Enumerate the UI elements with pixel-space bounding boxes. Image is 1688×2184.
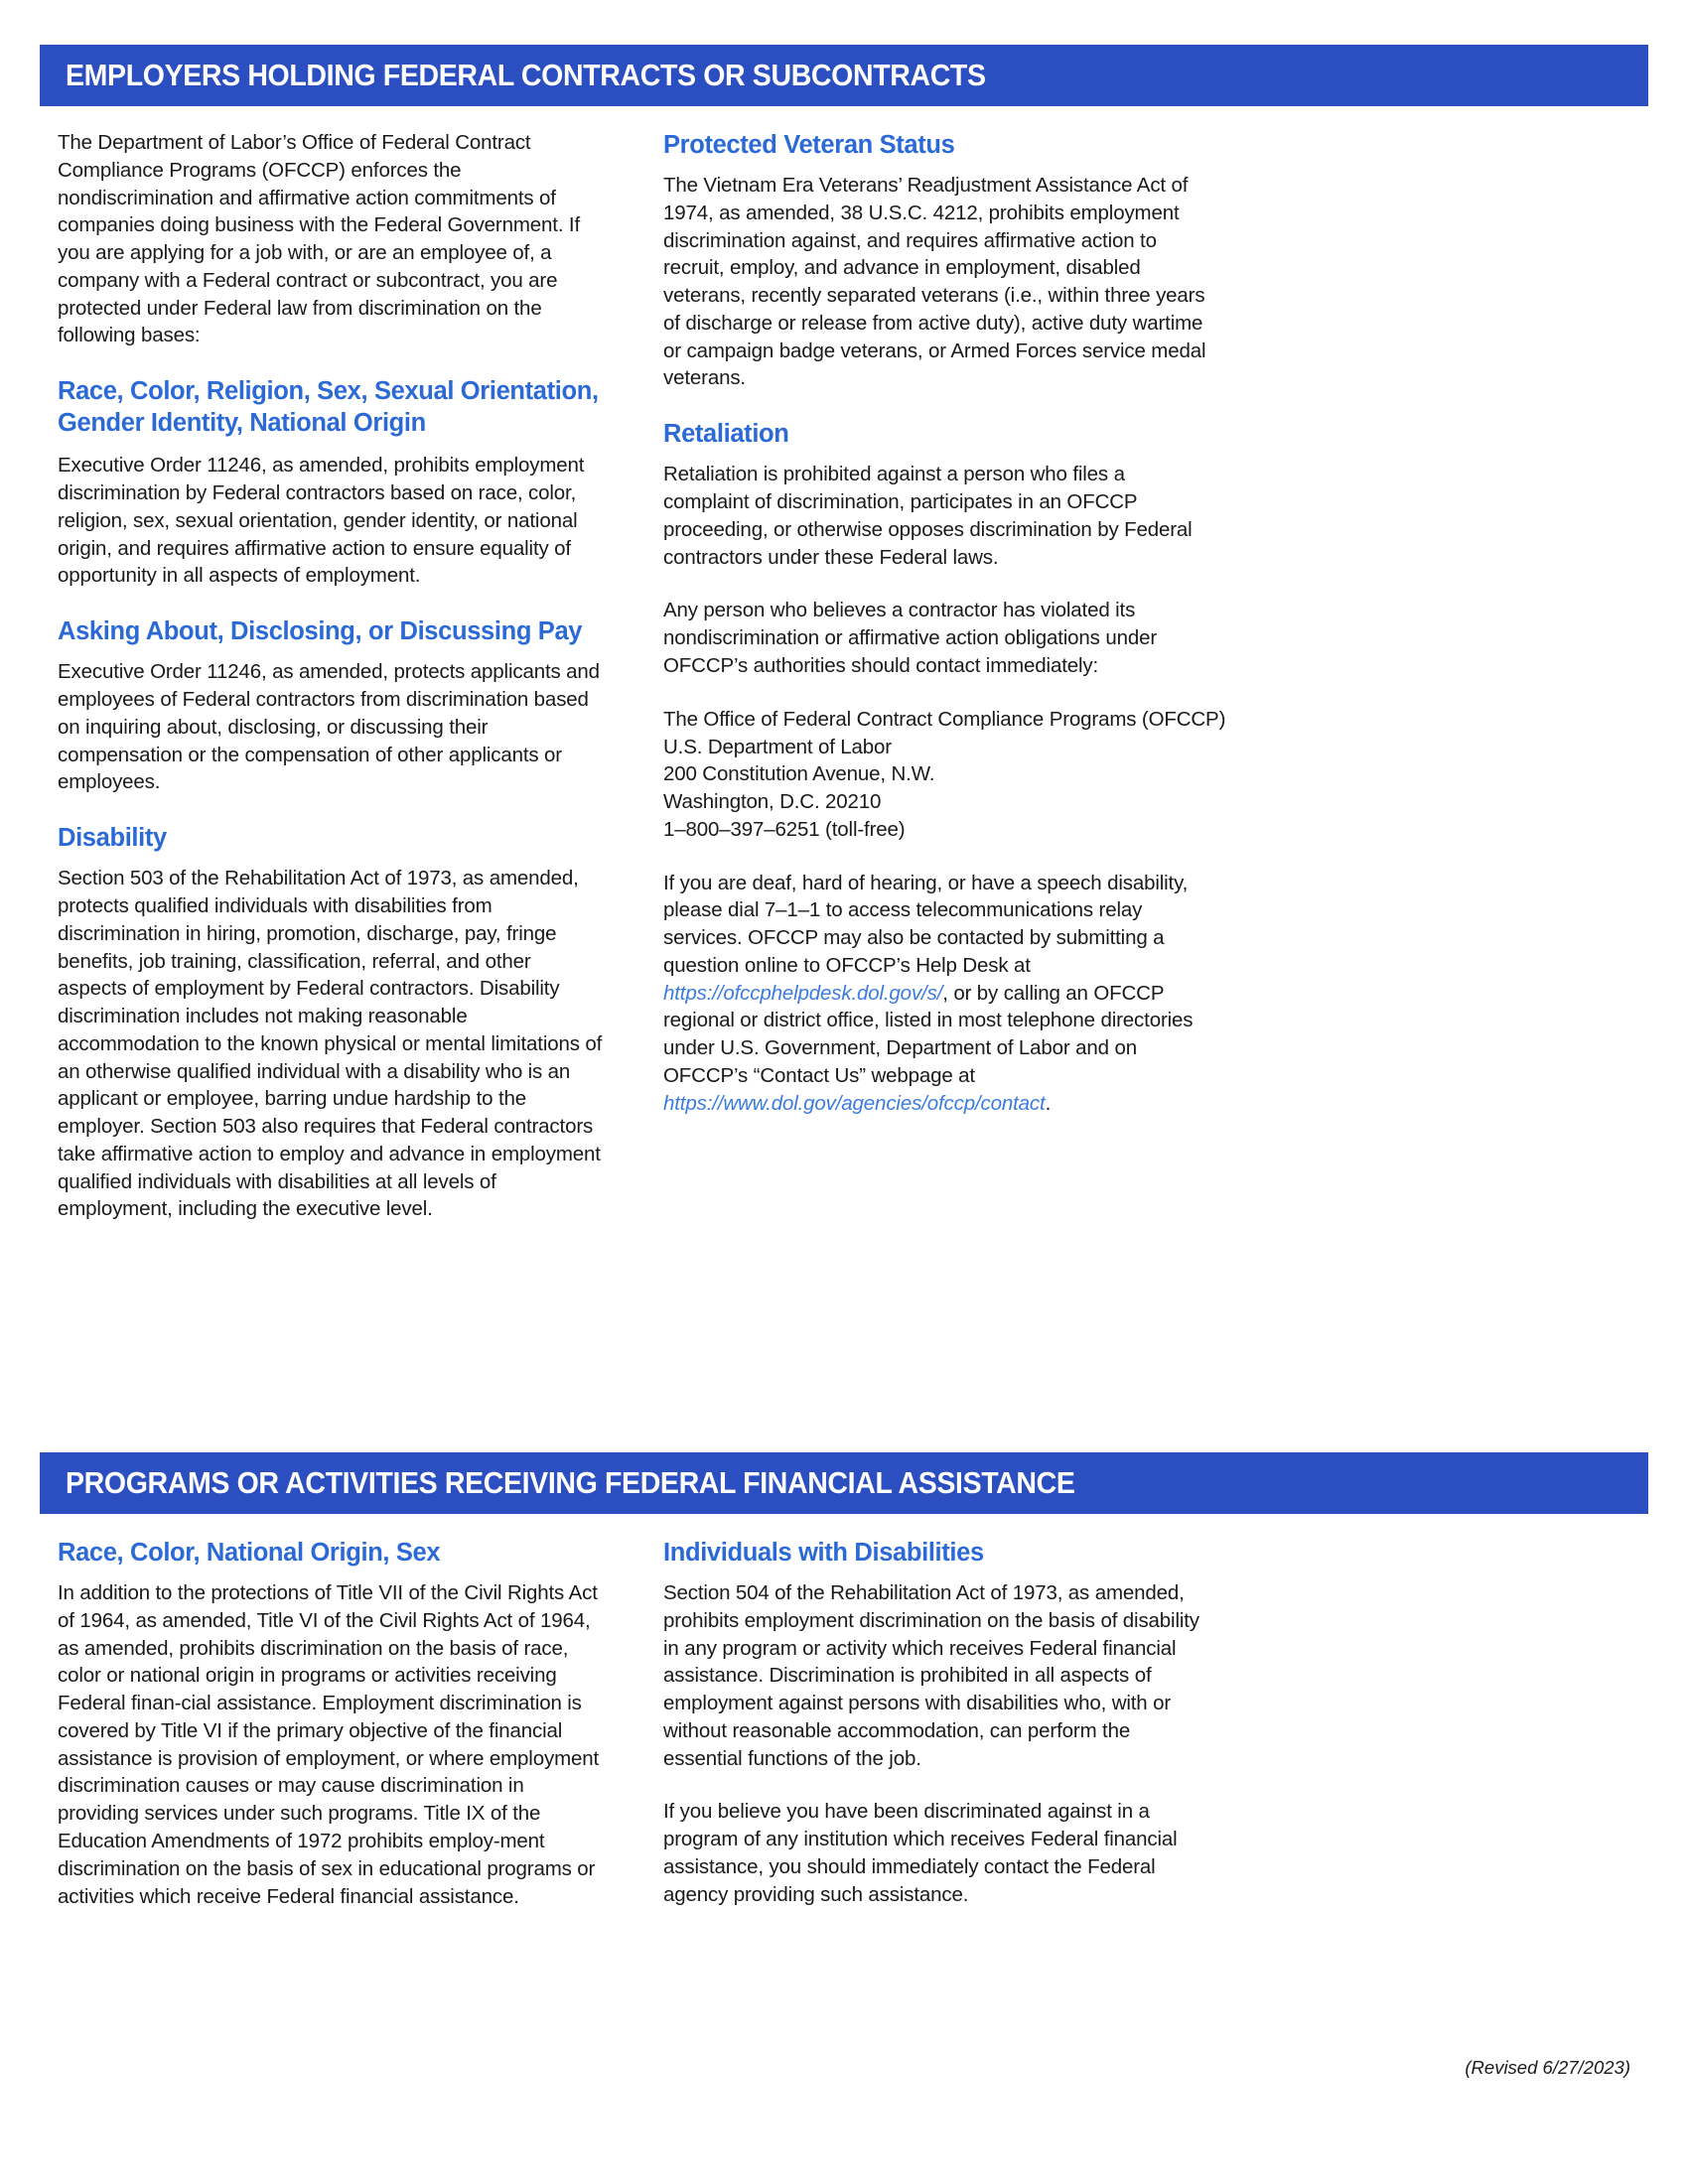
revision-date-note: (Revised 6/27/2023) bbox=[1465, 2057, 1630, 2078]
heading-retaliation: Retaliation bbox=[663, 420, 789, 449]
section-1-left-column bbox=[58, 129, 604, 1223]
heading-individuals-with-disabilities: Individuals with Disabilities bbox=[663, 1539, 984, 1567]
section-1-banner-title: EMPLOYERS HOLDING FEDERAL CONTRACTS OR SUBCONTRACTS bbox=[66, 58, 986, 92]
section-2-content bbox=[0, 1519, 1688, 1910]
section-2-banner-title: PROGRAMS OR ACTIVITIES RECEIVING FEDERAL FINANCIAL ASSISTANCE bbox=[66, 1465, 1075, 1500]
body-protected-veteran-status: The Vietnam Era Veterans’ Readjustment Assistance Act of 1974, as amended, 38 U.S.C. 4212, prohibits employment discrimination against, and requires affirmative action to recruit, employ, and advance in employment, disabled veterans, recently separated veterans (i.e., within three years of discharge or release from active duty), active duty wartime or campaign badge veterans, or Armed Forces service medal veterans. bbox=[663, 174, 1206, 390]
intro-paragraph: The Department of Labor’s Office of Federal Contract Compliance Programs (OFCCP) enforces the nondiscrimination and affirmative action commitments of companies doing business with the Federal Government. If you are applying for a job with, or are an employee of, a company with a Federal contract or subcontract, you are protected under Federal law from discrimination on the following bases: bbox=[58, 131, 581, 347]
body-individuals-with-disabilities-second: If you believe you have been discriminated against in a program of any institution which receives Federal financial assistance, you should immediately contact the Federal agency providing such assistance. bbox=[663, 1800, 1178, 1906]
ofccp-contact-address bbox=[663, 706, 1226, 844]
heading-disability: Disability bbox=[58, 824, 167, 853]
body-disability: Section 503 of the Rehabilitation Act of 1973, as amended, protects qualified individuals with disabilities from discrimination in hiring, promotion, discharge, pay, fringe benefits, job training, classification, referral, and other aspects of employment by Federal contractors. Disability discrimination includes not making reasonable accommodation to the known physical or mental limitations of an otherwise qualified individual with a disability who is an applicant or employee, barring undue hardship to the employer. Section 503 also requires that Federal contractors take affirmative action to employ and advance in employment qualified individuals with disabilities at all levels of employment, including the executive level. bbox=[58, 867, 603, 1221]
address-line-department: U.S. Department of Labor bbox=[663, 735, 892, 758]
heading-race-color-national-origin-sex: Race, Color, National Origin, Sex bbox=[58, 1539, 441, 1567]
body-relay-services-and-links bbox=[663, 870, 1209, 1118]
body-retaliation-second: Any person who believes a contractor has violated its nondiscrimination or affirmative action obligations under OFCCP’s authorities should contact immediately: bbox=[663, 599, 1158, 677]
heading-protected-veteran-status: Protected Veteran Status bbox=[663, 131, 955, 159]
section-1-columns bbox=[40, 111, 1648, 1223]
section-2-banner-wrapper bbox=[0, 1452, 1688, 1514]
section-1-banner bbox=[40, 45, 1648, 106]
section-1-banner-wrapper bbox=[0, 45, 1688, 106]
address-line-city-state-zip: Washington, D.C. 20210 bbox=[663, 790, 882, 814]
section-1-content bbox=[0, 111, 1688, 1223]
section-2-left-column bbox=[58, 1537, 604, 1910]
ofccp-helpdesk-link[interactable]: https://ofccphelpdesk.dol.gov/s/ bbox=[663, 981, 943, 1005]
relay-text-after-link: . bbox=[1045, 1091, 1052, 1115]
heading-race-color-religion: Race, Color, Religion, Sex, Sexual Orientation, Gender Identity, National Origin bbox=[58, 377, 599, 438]
relay-text-before-link: If you are deaf, hard of hearing, or have a speech disability, please dial 7–1–1 to access telecommunications relay services. OFCCP may also be contacted by submitting a question online to OFCCP’s Help Desk at bbox=[663, 871, 1189, 977]
ofccp-contact-webpage-link[interactable]: https://www.dol.gov/agencies/ofccp/contact bbox=[663, 1091, 1046, 1115]
body-race-color-religion: Executive Order 11246, as amended, prohibits employment discrimination by Federal contractors based on race, color, religion, sex, sexual orientation, gender identity, or national origin, and requires affirmative action to ensure equality of opportunity in all aspects of employment. bbox=[58, 454, 585, 588]
relay-text-between-links: , or by calling an OFCCP regional or district office, listed in most telephone directories under U.S. Government, Department of Labor and on OFCCP’s “Contact Us” webpage at bbox=[663, 981, 1194, 1087]
address-line-phone: 1–800–397–6251 (toll-free) bbox=[663, 817, 906, 841]
section-1-right-column bbox=[663, 129, 1226, 1223]
body-asking-about-pay: Executive Order 11246, as amended, protects applicants and employees of Federal contractors from discrimination based on inquiring about, disclosing, or discussing their compensation or the compensation of other applicants or employees. bbox=[58, 660, 600, 794]
address-line-street: 200 Constitution Avenue, N.W. bbox=[663, 762, 935, 786]
body-individuals-with-disabilities-first: Section 504 of the Rehabilitation Act of 1973, as amended, prohibits employment discrimination on the basis of disability in any program or activity which receives Federal financial assistance. Discrimination is prohibited in all aspects of employment against persons with disabilities who, with or without reasonable accommodation, can perform the essential functions of the job. bbox=[663, 1581, 1199, 1770]
section-2-right-column bbox=[663, 1537, 1209, 1910]
section-2-banner bbox=[40, 1452, 1648, 1514]
section-2-columns bbox=[40, 1519, 1648, 1910]
address-line-office: The Office of Federal Contract Compliance Programs (OFCCP) bbox=[663, 707, 1226, 731]
heading-asking-about-pay: Asking About, Disclosing, or Discussing Pay bbox=[58, 617, 583, 646]
body-retaliation-first: Retaliation is prohibited against a person who files a complaint of discrimination, participates in an OFCCP proceeding, or otherwise opposes discrimination by Federal contractors under these Federal laws. bbox=[663, 463, 1193, 569]
body-race-color-national-origin-sex: In addition to the protections of Title VII of the Civil Rights Act of 1964, as amended, Title VI of the Civil Rights Act of 1964, as amended, prohibits discrimination on the basis of race, color or national origin in programs or activities receiving Federal finan-cial assistance. Employment discrimination is covered by Title VI if the primary objective of the financial assistance is provision of employment, or where employment discrimination causes or may cause discrimination in providing services under such programs. Title IX of the Education Amendments of 1972 prohibits employ-ment discrimination on the basis of sex in educational programs or activities which receive Federal financial assistance. bbox=[58, 1581, 600, 1908]
